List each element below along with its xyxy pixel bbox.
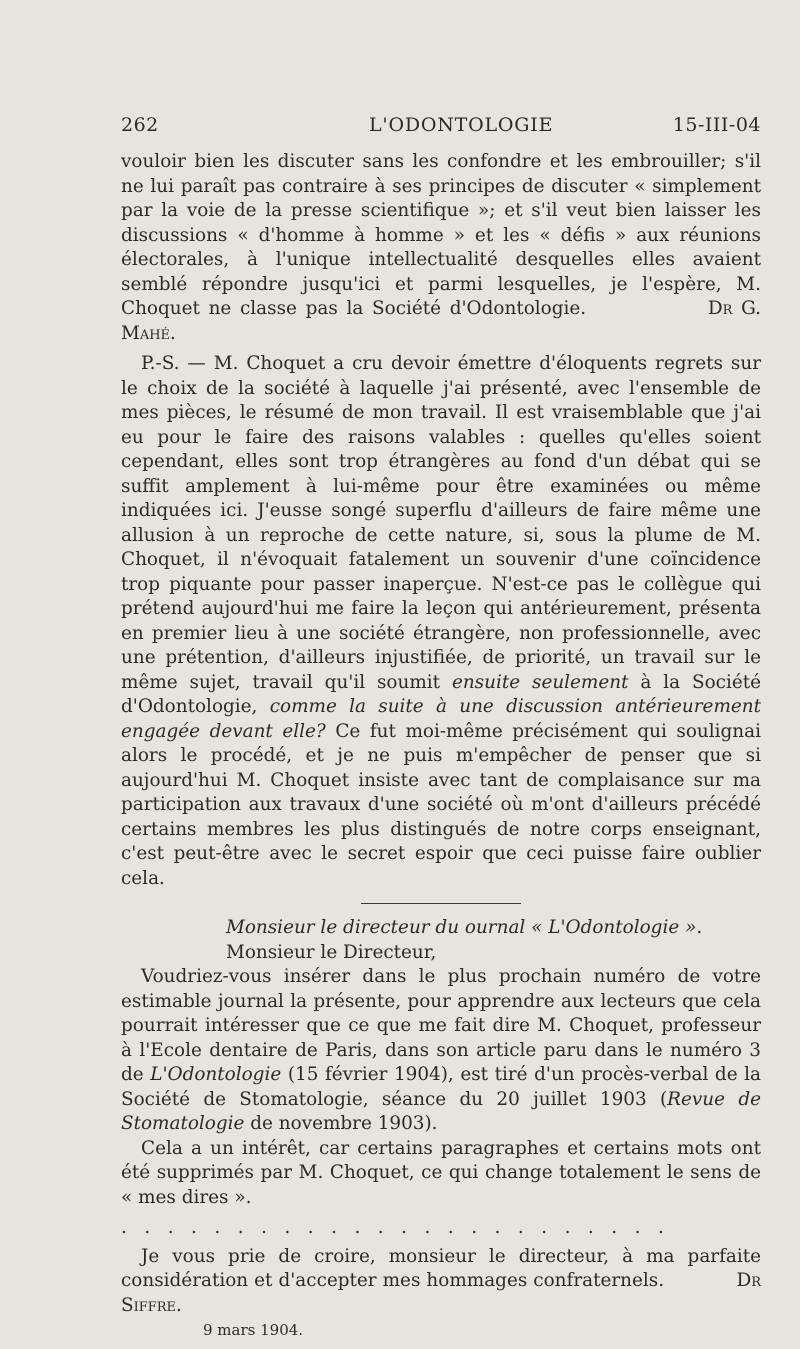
letter2-paragraph-1 [121,965,761,1137]
closing-text: Je vous prie de croire, monsieur le directeur, à ma parfaite considération et d'accepter mes hommages confraternels. [121,1245,761,1291]
letter2-signature: Dr Siffre. [121,1270,761,1316]
journal-title: L'ODONTOLOGIE [369,114,554,136]
letter2-text-c: de novembre 1903). [250,1113,438,1134]
letter1-text: vouloir bien les discuter sans les confondre et les embrouiller; s'il ne lui paraît pas contraire à ses principes de discuter « simplement par la voie de la presse scientifique »; et s'il veut bien laisser les discussions « d'homme à homme » et les « défis » aux réunions électorales, à l'unique intellectualité desquelles elles avaient semblé répondre jusqu'ici et parmi lesquelles, je l'espère, M. Choquet ne classe pas la Société d'Odontologie. [121,151,761,319]
ellipsis-row: ........................ [121,1217,682,1238]
running-header [121,114,761,142]
page-body [121,150,761,1343]
ps-italic-1: ensuite seulement [451,671,629,693]
letter2-text-a: Voudriez-vous insérer dans le plus prochain numéro de votre estimable journal la présente, pour apprendre aux lecteurs que cela pourrait intéresser que ce que me fait dire M. Choquet, professeur à l'Ecole dentaire de Paris, dans son article paru dans le numéro 3 de [121,966,761,1085]
page-number: 262 [121,114,159,136]
letter1-paragraph [121,150,761,346]
letter2-salutation: Monsieur le Directeur, [226,941,437,963]
ps-text-c: Ce fut moi-même précisément qui soulignai alors le procédé, et je ne puis m'empêcher de penser que si aujourd'hui M. Choquet insiste avec tant de complaisance sur ma participation aux travaux d'une société où m'ont d'ailleurs précédé certains membres les plus distingués de notre corps enseignant, c'est peut-être avec le secret espoir que ceci puisse faire oublier cela. [121,720,761,889]
letter2-italic-2: Revue de Stomatologie [121,1088,761,1134]
letter2-paragraph-2: Cela a un intérêt, car certains paragraphes et certains mots ont été supprimés par M. Choquet, ce qui change totalement le sens de « mes dires ». [121,1137,761,1208]
ps-text-a: P.-S. — M. Choquet a cru devoir émettre d'éloquents regrets sur le choix de la société à laquelle j'ai présenté, avec l'ensemble de mes pièces, le résumé de mon travail. Il est vraisemblable que j'ai eu pour le faire des raisons valables : quelles qu'elles soient cependant, elles sont trop étrangères au fond d'un débat qui se suffit amplement à lui-même pour être examinées ou même indiquées ici. J'eusse songé superflu d'ailleurs de faire même une allusion à un reproche de cette nature, si, sous la plume de M. Choquet, il n'évoquait fatalement un souvenir d'une coïncidence trop piquante pour passer inaperçue. N'est-ce pas le collègue qui prétend aujourd'hui me faire la leçon qui antérieurement, présenta en premier lieu à une société étrangère, non professionnelle, avec une prétention, d'ailleurs injustifiée, de priorité, un travail sur le même sujet, travail qu'il soumit [121,353,761,693]
letter2-title: Monsieur le directeur du ournal « L'Odontologie ». [226,917,703,938]
section-divider [361,903,521,904]
letter2-closing [121,1245,761,1319]
letter2-text-b: (15 février 1904), est tiré d'un procès-verbal de la Société de Stomatologie, séance du 20 juillet 1903 ( [121,1064,761,1110]
letter2-italic-1: L'Odontologie [150,1064,282,1085]
ps-text-b: à la Société d'Odontologie, [121,671,761,717]
ps-italic-2: comme la suite à une discussion antérieurement engagée devant elle? [121,696,761,742]
postscript-paragraph [121,352,761,891]
letter2-date: 9 mars 1904. [203,1321,304,1339]
issue-date: 15-III-04 [672,114,761,136]
letter1-signature: Dr G. Mahé. [121,298,762,344]
